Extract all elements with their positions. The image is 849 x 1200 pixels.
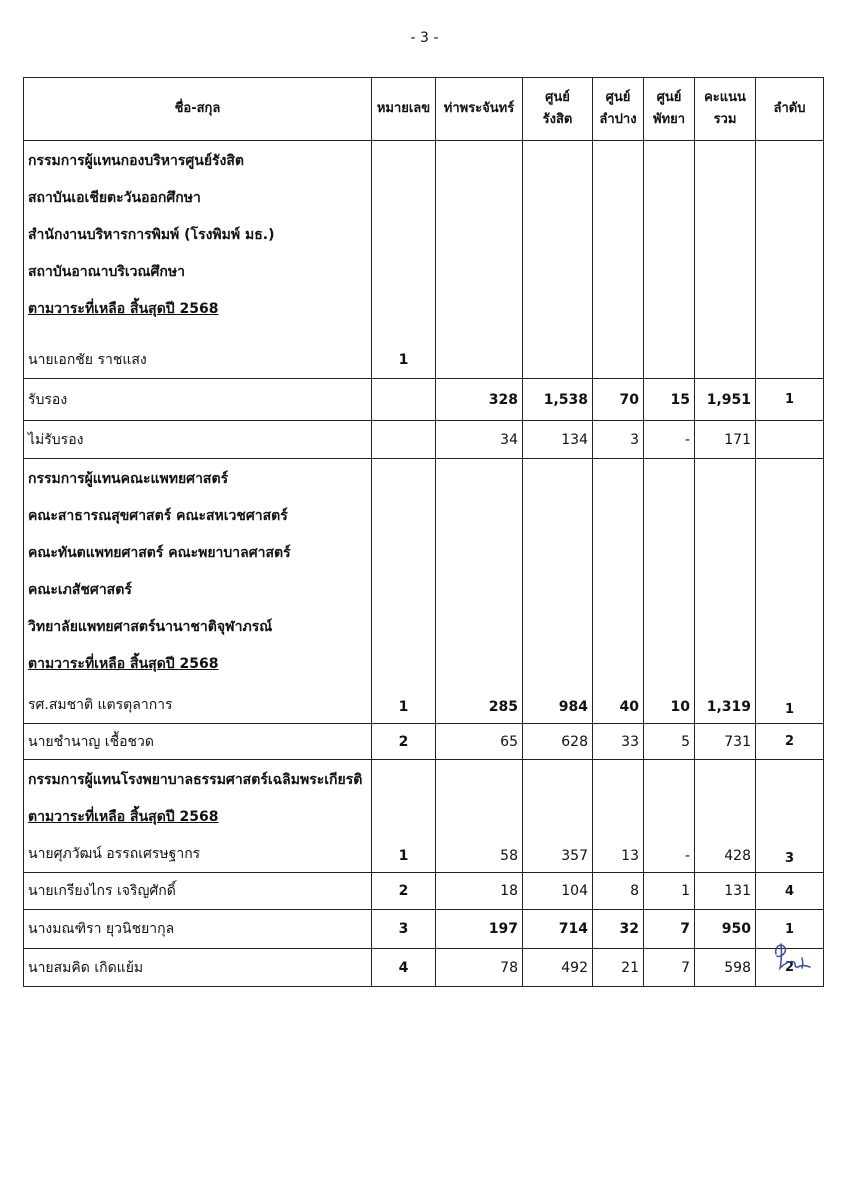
candidate-name: นายเอกชัย ราชแสง xyxy=(28,352,147,368)
header-total: คะแนน รวม xyxy=(695,78,756,141)
table-row: นางมณฑิรา ยุวนิชยากุล 3 197 714 32 7 950 1 xyxy=(24,910,824,949)
header-tha-phra-chan: ท่าพระจันทร์ xyxy=(436,78,523,141)
table-row: รับรอง 328 1,538 70 15 1,951 1 xyxy=(24,379,824,421)
table-row: นายชำนาญ เชื้อชวด 2 65 628 33 5 731 2 xyxy=(24,724,824,760)
table-row: นายสมคิด เกิดแย้ม 4 78 492 21 7 598 2 xyxy=(24,949,824,987)
candidate-name: นางมณฑิรา ยุวนิชยากุล xyxy=(24,910,372,949)
header-number: หมายเลข xyxy=(372,78,436,141)
section-heading-row xyxy=(24,141,824,379)
candidate-number: 1 xyxy=(372,141,436,379)
table-row: นายเกรียงไกร เจริญศักดิ์ 2 18 104 8 1 131 4 xyxy=(24,873,824,910)
header-row xyxy=(24,78,824,141)
approve-label: รับรอง xyxy=(24,379,372,421)
term-label: ตามวาระที่เหลือ สิ้นสุดปี 2568 xyxy=(28,656,219,672)
section-title: กรรมการผู้แทนคณะแพทยศาสตร์ คณะสาธารณสุขศาสตร์ คณะสหเวชศาสตร์ คณะทันตแพทยศาสตร์ คณะพยาบาลศาสตร์ คณะเภสัชศาสตร์ วิทยาลัยแพทยศาสตร์นานาชาติจุฬาภรณ์ ตามวาระที่เหลือ สิ้นสุดปี 2568 รศ.สมชาติ แตรตุลาการ xyxy=(24,459,372,724)
candidate-name: นายชำนาญ เชื้อชวด xyxy=(24,724,372,760)
section-heading-row: กรรมการผู้แทนโรงพยาบาลธรรมศาสตร์เฉลิมพระเกียรติ ตามวาระที่เหลือ สิ้นสุดปี 2568 นายศุภวัฒน์ อรรถเศรษฐากร 1 58 357 13 - 428 3 xyxy=(24,760,824,873)
disapprove-label: ไม่รับรอง xyxy=(24,421,372,459)
candidate-name: รศ.สมชาติ แตรตุลาการ xyxy=(28,697,173,713)
signature-mark xyxy=(768,934,818,976)
header-rank: ลำดับ xyxy=(756,78,824,141)
page-number: - 3 - xyxy=(410,30,439,46)
term-label: ตามวาระที่เหลือ สิ้นสุดปี 2568 xyxy=(28,809,219,825)
candidate-name: นายศุภวัฒน์ อรรถเศรษฐากร xyxy=(28,846,201,862)
candidate-name: นายสมคิด เกิดแย้ม xyxy=(24,949,372,987)
section-heading-row: กรรมการผู้แทนคณะแพทยศาสตร์ คณะสาธารณสุขศาสตร์ คณะสหเวชศาสตร์ คณะทันตแพทยศาสตร์ คณะพยาบาลศาสตร์ คณะเภสัชศาสตร์ วิทยาลัยแพทยศาสตร์นานาชาติจุฬาภรณ์ ตามวาระที่เหลือ สิ้นสุดปี 2568 รศ.สมชาติ แตรตุลาการ 1 285 984 40 10 1,319 1 xyxy=(24,459,824,724)
header-lampang: ศูนย์ ลำปาง xyxy=(593,78,644,141)
table-row: ไม่รับรอง 34 134 3 - 171 xyxy=(24,421,824,459)
header-rangsit: ศูนย์ รังสิต xyxy=(523,78,593,141)
candidate-name: นายเกรียงไกร เจริญศักดิ์ xyxy=(24,873,372,910)
header-name: ชื่อ-สกุล xyxy=(24,78,372,141)
term-label: ตามวาระที่เหลือ สิ้นสุดปี 2568 xyxy=(28,301,219,317)
section-title: กรรมการผู้แทนโรงพยาบาลธรรมศาสตร์เฉลิมพระเกียรติ ตามวาระที่เหลือ สิ้นสุดปี 2568 นายศุภวัฒน์ อรรถเศรษฐากร xyxy=(24,760,372,873)
section-title: กรรมการผู้แทนกองบริหารศูนย์รังสิต สถาบันเอเชียตะวันออกศึกษา สำนักงานบริหารการพิมพ์ (โรงพิมพ์ มธ.) สถาบันอาณาบริเวณศึกษา ตามวาระที่เหลือ สิ้นสุดปี 2568 นายเอกชัย ราชแสง xyxy=(24,141,372,379)
election-results-table xyxy=(23,77,824,987)
header-pattaya: ศูนย์ พัทยา xyxy=(644,78,695,141)
